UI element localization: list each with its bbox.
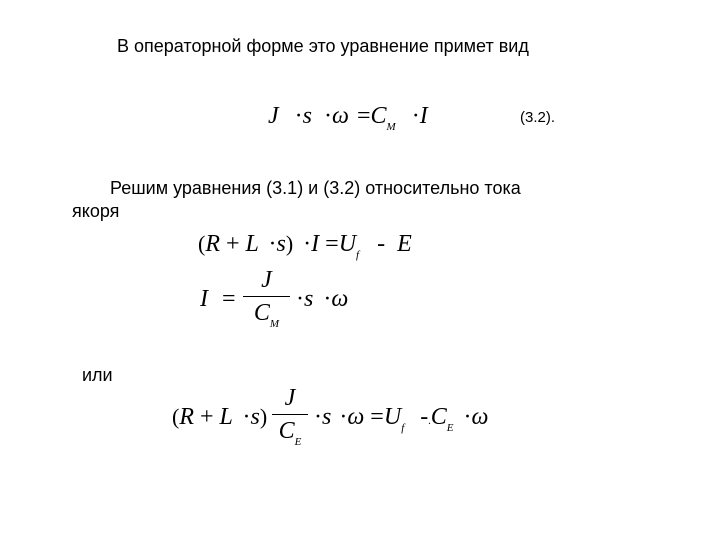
eq3-equals: = bbox=[222, 286, 236, 312]
eq3-fraction bbox=[243, 266, 290, 331]
eq4-s: s bbox=[250, 404, 260, 430]
eq2-I: I bbox=[311, 231, 320, 257]
eq2-U: U bbox=[338, 231, 357, 257]
eq4-omega-2: ω bbox=[471, 404, 489, 430]
eq4-s2: s bbox=[322, 404, 332, 430]
eq1-equals: = bbox=[356, 103, 371, 129]
eq3-dot-2: · bbox=[323, 286, 332, 312]
eq1-C: C bbox=[370, 103, 387, 129]
eq3-denominator bbox=[243, 299, 290, 331]
eq1-C-subscript: M bbox=[386, 121, 396, 133]
eq3-numerator: J bbox=[261, 267, 272, 293]
eq3-omega: ω bbox=[331, 286, 349, 312]
eq4-equals: = bbox=[370, 404, 384, 430]
eq3-dot-1: · bbox=[296, 286, 304, 312]
eq4-left-paren: ( bbox=[172, 404, 180, 429]
eq2-right-paren: ) bbox=[285, 231, 294, 256]
eq3-fraction-bar bbox=[243, 296, 290, 297]
equation-3-2 bbox=[268, 102, 428, 134]
eq2-L: L bbox=[245, 231, 259, 257]
eq2-dot-1: · bbox=[268, 231, 277, 257]
eq3-rhs bbox=[296, 285, 348, 313]
eq4-right bbox=[314, 403, 488, 436]
eq3-I: I bbox=[200, 286, 208, 312]
eq1-dot-2: · bbox=[324, 103, 332, 129]
eq2-equals: = bbox=[325, 231, 339, 257]
eq2-R: R bbox=[205, 231, 220, 257]
intro-text: В операторной форме это уравнение примет вид bbox=[117, 36, 529, 56]
eq4-dot-1: · bbox=[242, 404, 251, 430]
eq4-stray-dot: . bbox=[428, 416, 431, 427]
eq4-dot-4: · bbox=[463, 404, 472, 430]
eq2-E: E bbox=[397, 231, 412, 257]
eq2-minus: - bbox=[377, 231, 386, 257]
eq4-fraction-bar bbox=[272, 414, 308, 415]
eq4-left bbox=[172, 403, 267, 431]
eq3-lhs bbox=[200, 285, 236, 313]
eq4-L: L bbox=[219, 404, 233, 430]
eq1-dot-1: · bbox=[294, 103, 303, 129]
eq4-U-subscript: f bbox=[401, 422, 405, 434]
eq4-right-paren: ) bbox=[259, 404, 268, 429]
eq4-dot-3: · bbox=[339, 404, 348, 430]
eq1-s: s bbox=[302, 103, 312, 129]
eq4-omega: ω bbox=[347, 404, 365, 430]
eq4-C-subscript: E bbox=[446, 422, 454, 434]
solve-text-line-2: якоря bbox=[72, 201, 120, 221]
eq4-minus: - bbox=[420, 404, 429, 430]
solve-text-line-1: Решим уравнения (3.1) и (3.2) относительно тока bbox=[110, 178, 521, 198]
eq3-denominator-C: C bbox=[253, 300, 270, 326]
eq2-s: s bbox=[276, 231, 286, 257]
or-text: или bbox=[82, 365, 113, 385]
eq4-denominator bbox=[272, 417, 308, 449]
eq4-numerator: J bbox=[284, 385, 296, 411]
eq1-dot-3: · bbox=[411, 103, 420, 129]
eq4-R: R bbox=[179, 404, 194, 430]
eq4-denominator-C: C bbox=[278, 418, 295, 444]
eq4-plus: + bbox=[200, 404, 214, 430]
eq2-plus: + bbox=[226, 231, 240, 257]
equation-number: (3.2). bbox=[520, 109, 556, 126]
eq3-s: s bbox=[304, 286, 314, 312]
eq2-left-paren: ( bbox=[198, 231, 206, 256]
eq4-dot-2: · bbox=[314, 404, 322, 430]
eq1-omega: ω bbox=[332, 103, 349, 129]
equation-voltage-balance bbox=[198, 230, 412, 262]
eq1-I: I bbox=[419, 103, 428, 129]
eq1-J: J bbox=[268, 103, 279, 129]
eq4-denominator-subscript: E bbox=[294, 436, 302, 448]
eq3-denominator-subscript: M bbox=[269, 318, 280, 330]
eq2-U-subscript: f bbox=[356, 249, 360, 261]
eq4-U: U bbox=[383, 404, 402, 430]
eq2-dot-2: · bbox=[303, 231, 312, 257]
eq4-C: C bbox=[430, 404, 447, 430]
eq4-fraction bbox=[272, 384, 308, 449]
